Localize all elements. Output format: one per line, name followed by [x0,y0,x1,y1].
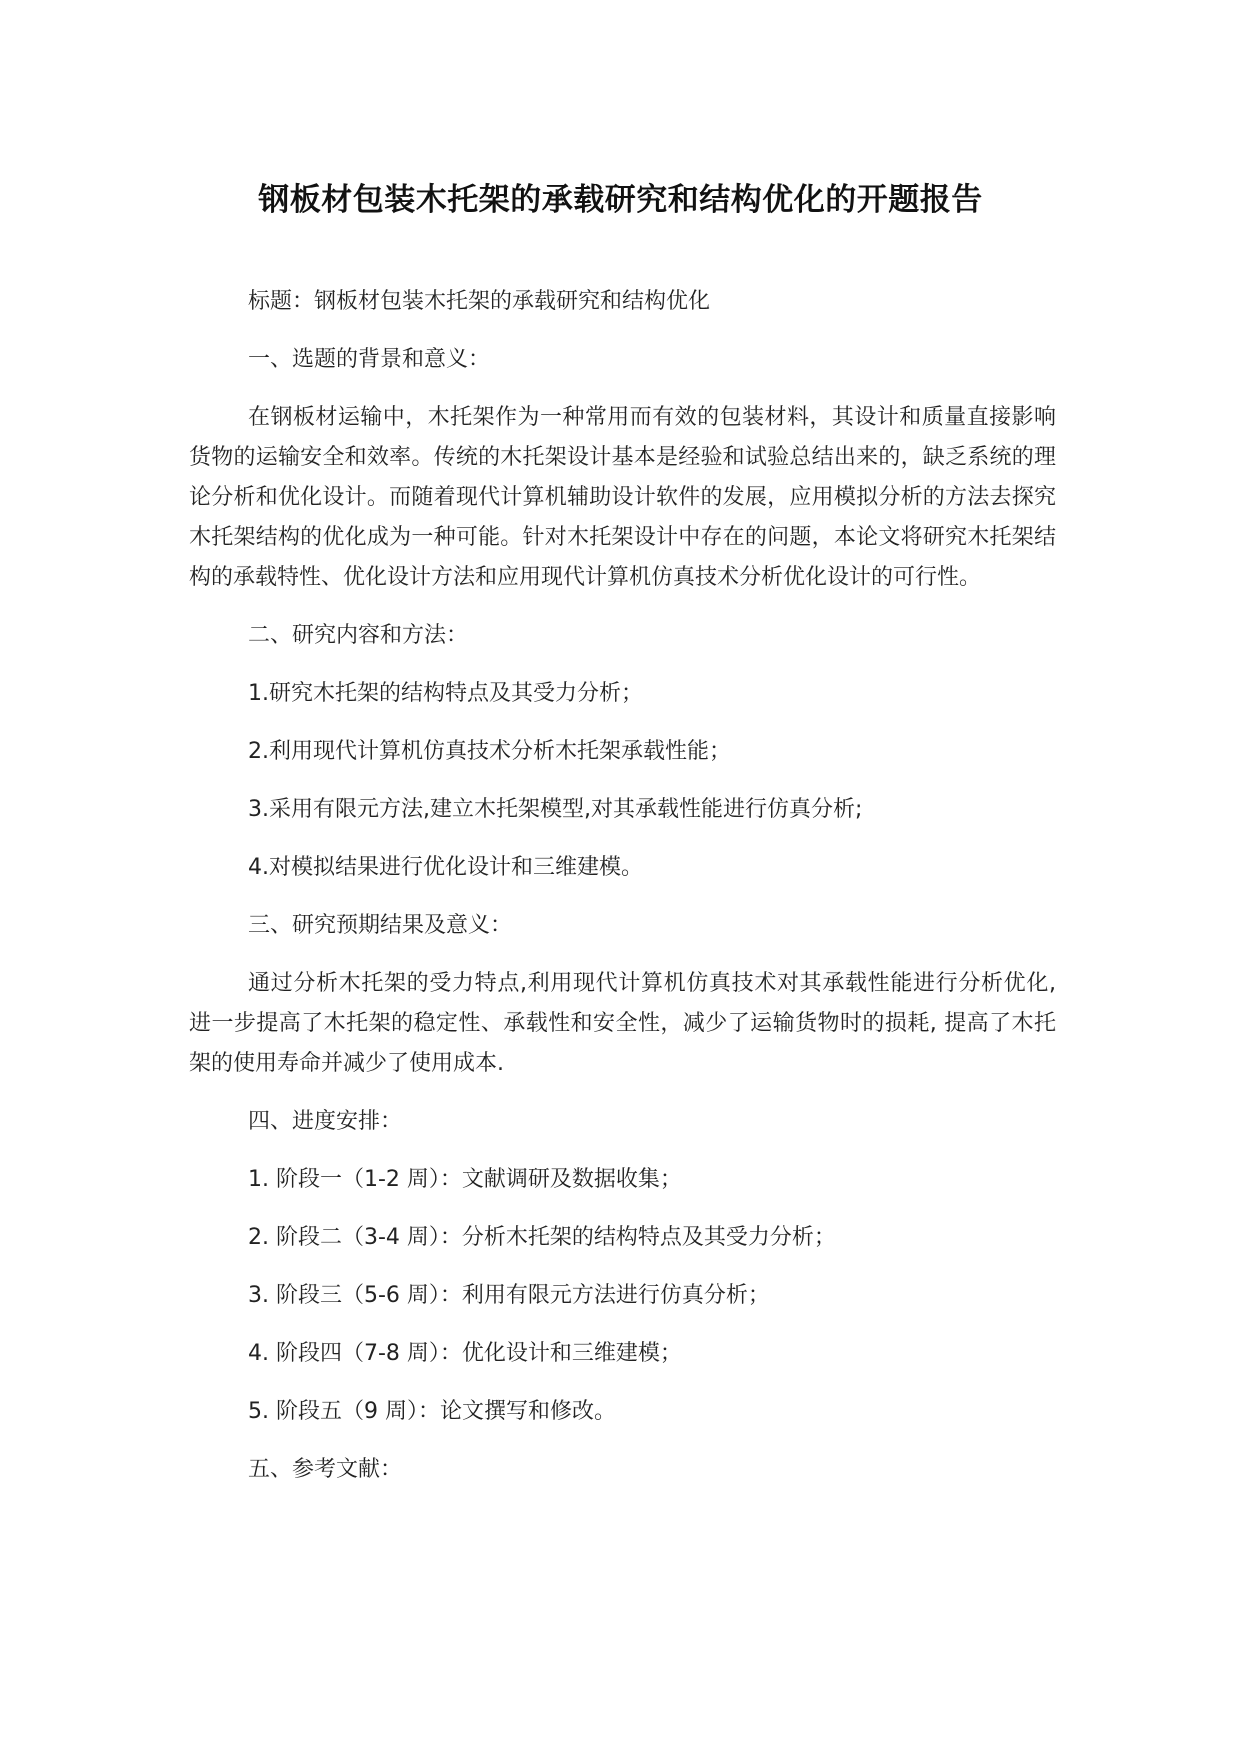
list-item: 4.对模拟结果进行优化设计和三维建模。 [248,855,643,880]
list-item: 4. 阶段四（7-8 周）：优化设计和三维建模； [248,1341,682,1366]
list-item: 1.研究木托架的结构特点及其受力分析； [248,681,643,706]
list-item: 2.利用现代计算机仿真技术分析木托架承载性能； [248,739,731,764]
list-item: 2. 阶段二（3-4 周）：分析木托架的结构特点及其受力分析； [248,1225,836,1250]
list-item: 3. 阶段三（5-6 周）：利用有限元方法进行仿真分析； [248,1283,770,1308]
document-body [189,282,1056,1490]
list-item: 5. 阶段五（9 周）：论文撰写和修改。 [248,1399,616,1424]
background-paragraph: 在钢板材运输中，木托架作为一种常用而有效的包装材料，其设计和质量直接影响货物的运输安全和效率。传统的木托架设计基本是经验和试验总结出来的，缺乏系统的理论分析和优化设计。而随着现代计算机辅助设计软件的发展，应用模拟分析的方法去探究木托架结构的优化成为一种可能。针对木托架设计中存在的问题，本论文将研究木托架结构的承载特性、优化设计方法和应用现代计算机仿真技术分析优化设计的可行性。 [189,405,1056,590]
section-heading-background: 一、选题的背景和意义： [248,347,491,372]
section-heading-expected-results: 三、研究预期结果及意义： [248,913,513,938]
document-title: 钢板材包装木托架的承载研究和结构优化的开题报告 [258,182,983,218]
list-item: 1. 阶段一（1-2 周）：文献调研及数据收集； [248,1167,682,1192]
section-heading-schedule: 四、进度安排： [248,1109,403,1134]
section-heading-methods: 二、研究内容和方法： [248,623,469,648]
section-heading-references: 五、参考文献： [248,1457,403,1482]
list-item: 3.采用有限元方法,建立木托架模型,对其承载性能进行仿真分析; [248,797,863,822]
subject-line: 标题：钢板材包装木托架的承载研究和结构优化 [248,289,711,314]
expected-results-paragraph: 通过分析木托架的受力特点,利用现代计算机仿真技术对其承载性能进行分析优化, 进一步提高了木托架的稳定性、承载性和安全性，减少了运输货物时的损耗, 提高了木托架的使用寿命并减少了使用成本. [189,971,1056,1076]
